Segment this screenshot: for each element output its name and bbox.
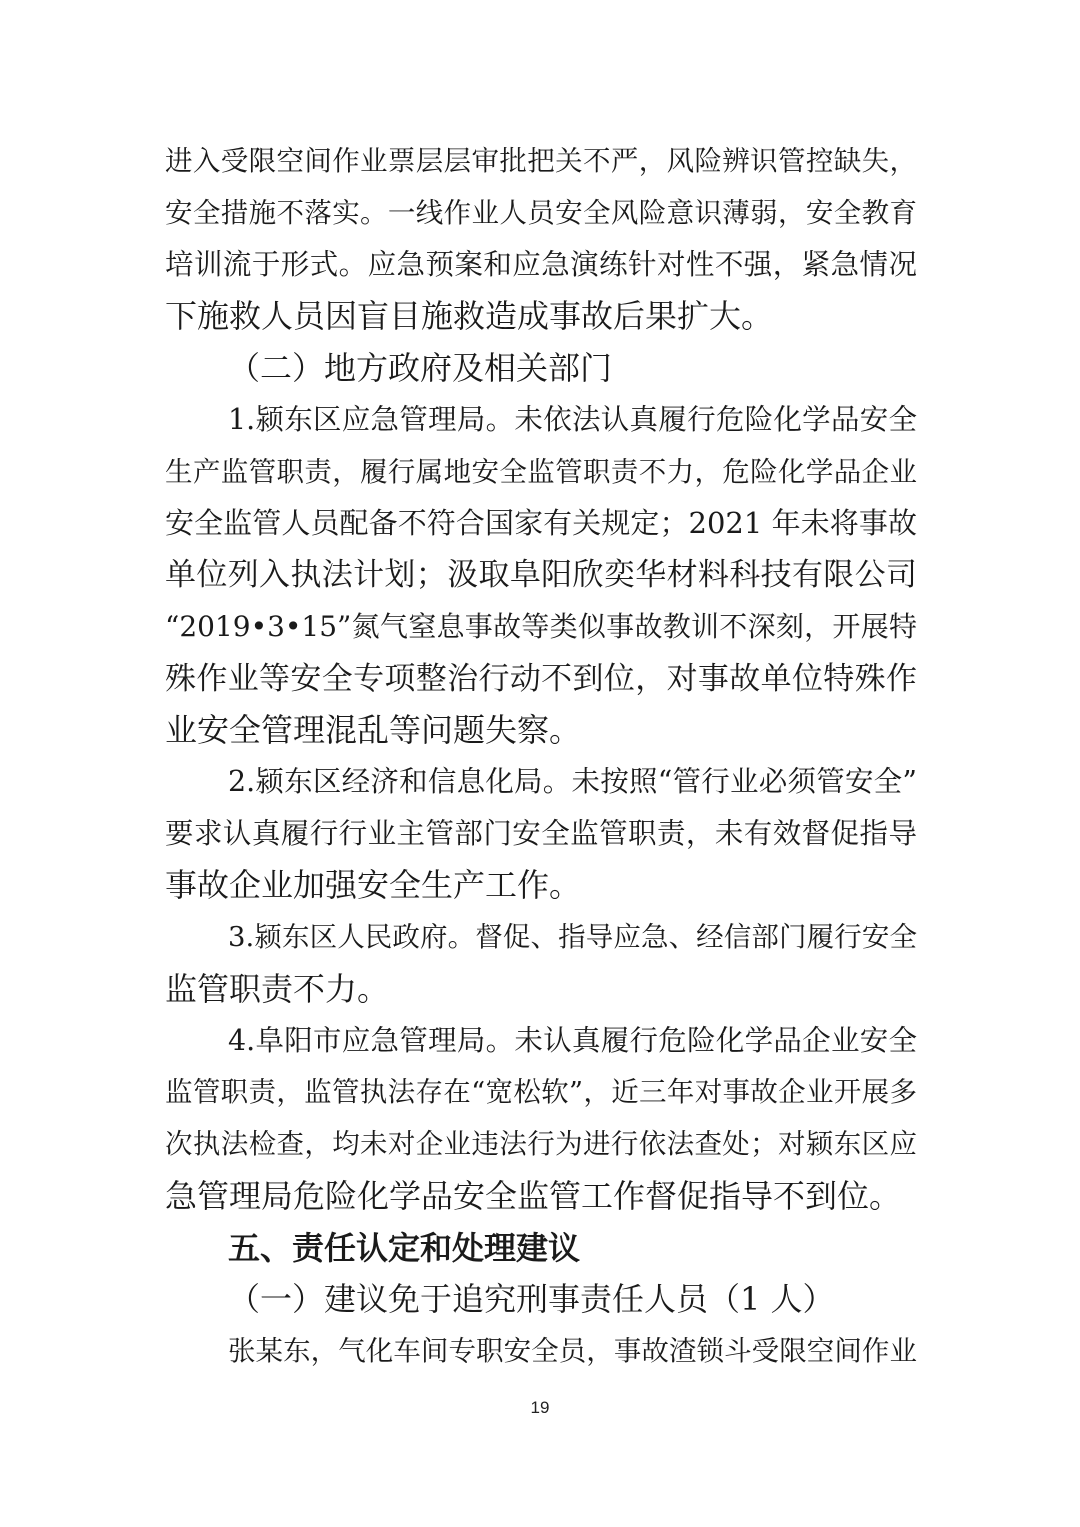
section-subheading: （二）地方政府及相关部门 bbox=[228, 349, 613, 387]
paragraph-first-line: 2.颍东区经济和信息化局。未按照“管行业必须管安全” bbox=[228, 765, 917, 798]
body-text-line: “2019•3•15”氮气窒息事故等类似事故教训不深刻，开展特 bbox=[165, 610, 917, 643]
section-heading: 五、责任认定和处理建议 bbox=[228, 1229, 581, 1267]
body-text-line: 安全措施不落实。一线作业人员安全风险意识薄弱，安全教育 bbox=[165, 197, 917, 229]
body-text-line: 进入受限空间作业票层层审批把关不严，风险辨识管控缺失， bbox=[165, 145, 917, 177]
paragraph-first-line: 1.颍东区应急管理局。未依法认真履行危险化学品安全 bbox=[228, 403, 917, 436]
body-text-line: 下施救人员因盲目施救造成事故后果扩大。 bbox=[165, 297, 774, 335]
paragraph-first-line: 3.颍东区人民政府。督促、指导应急、经信部门履行安全 bbox=[228, 921, 917, 953]
body-text-line: 单位列入执法计划；汲取阜阳欣奕华材料科技有限公司 bbox=[165, 557, 917, 593]
paragraph-first-line: 张某东，气化车间专职安全员，事故渣锁斗受限空间作业 bbox=[228, 1335, 917, 1367]
body-text-line: 安全监管人员配备不符合国家有关规定；2021 年未将事故 bbox=[165, 506, 917, 540]
paragraph-first-line: 4.阜阳市应急管理局。未认真履行危险化学品企业安全 bbox=[228, 1024, 917, 1057]
body-text-line: 事故企业加强安全生产工作。 bbox=[165, 866, 582, 904]
body-text-line: 培训流于形式。应急预案和应急演练针对性不强，紧急情况 bbox=[165, 248, 917, 281]
body-text-line: 生产监管职责，履行属地安全监管职责不力，危险化学品企业 bbox=[165, 456, 917, 488]
body-text-line: 次执法检查，均未对企业违法行为进行依法查处；对颍东区应 bbox=[165, 1128, 917, 1160]
section-subheading: （一）建议免于追究刑事责任人员（1 人） bbox=[228, 1280, 835, 1318]
body-text-line: 业安全管理混乱等问题失察。 bbox=[165, 711, 582, 749]
body-text-line: 监管职责不力。 bbox=[165, 970, 390, 1008]
body-text-line: 监管职责，监管执法存在“宽松软”，近三年对事故企业开展多 bbox=[165, 1076, 917, 1108]
body-text-line: 急管理局危险化学品安全监管工作督促指导不到位。 bbox=[165, 1177, 902, 1215]
page-number: 19 bbox=[530, 1398, 550, 1417]
body-text-line: 要求认真履行行业主管部门安全监管职责，未有效督促指导 bbox=[165, 817, 917, 850]
body-text-line: 殊作业等安全专项整治行动不到位，对事故单位特殊作 bbox=[165, 661, 917, 697]
